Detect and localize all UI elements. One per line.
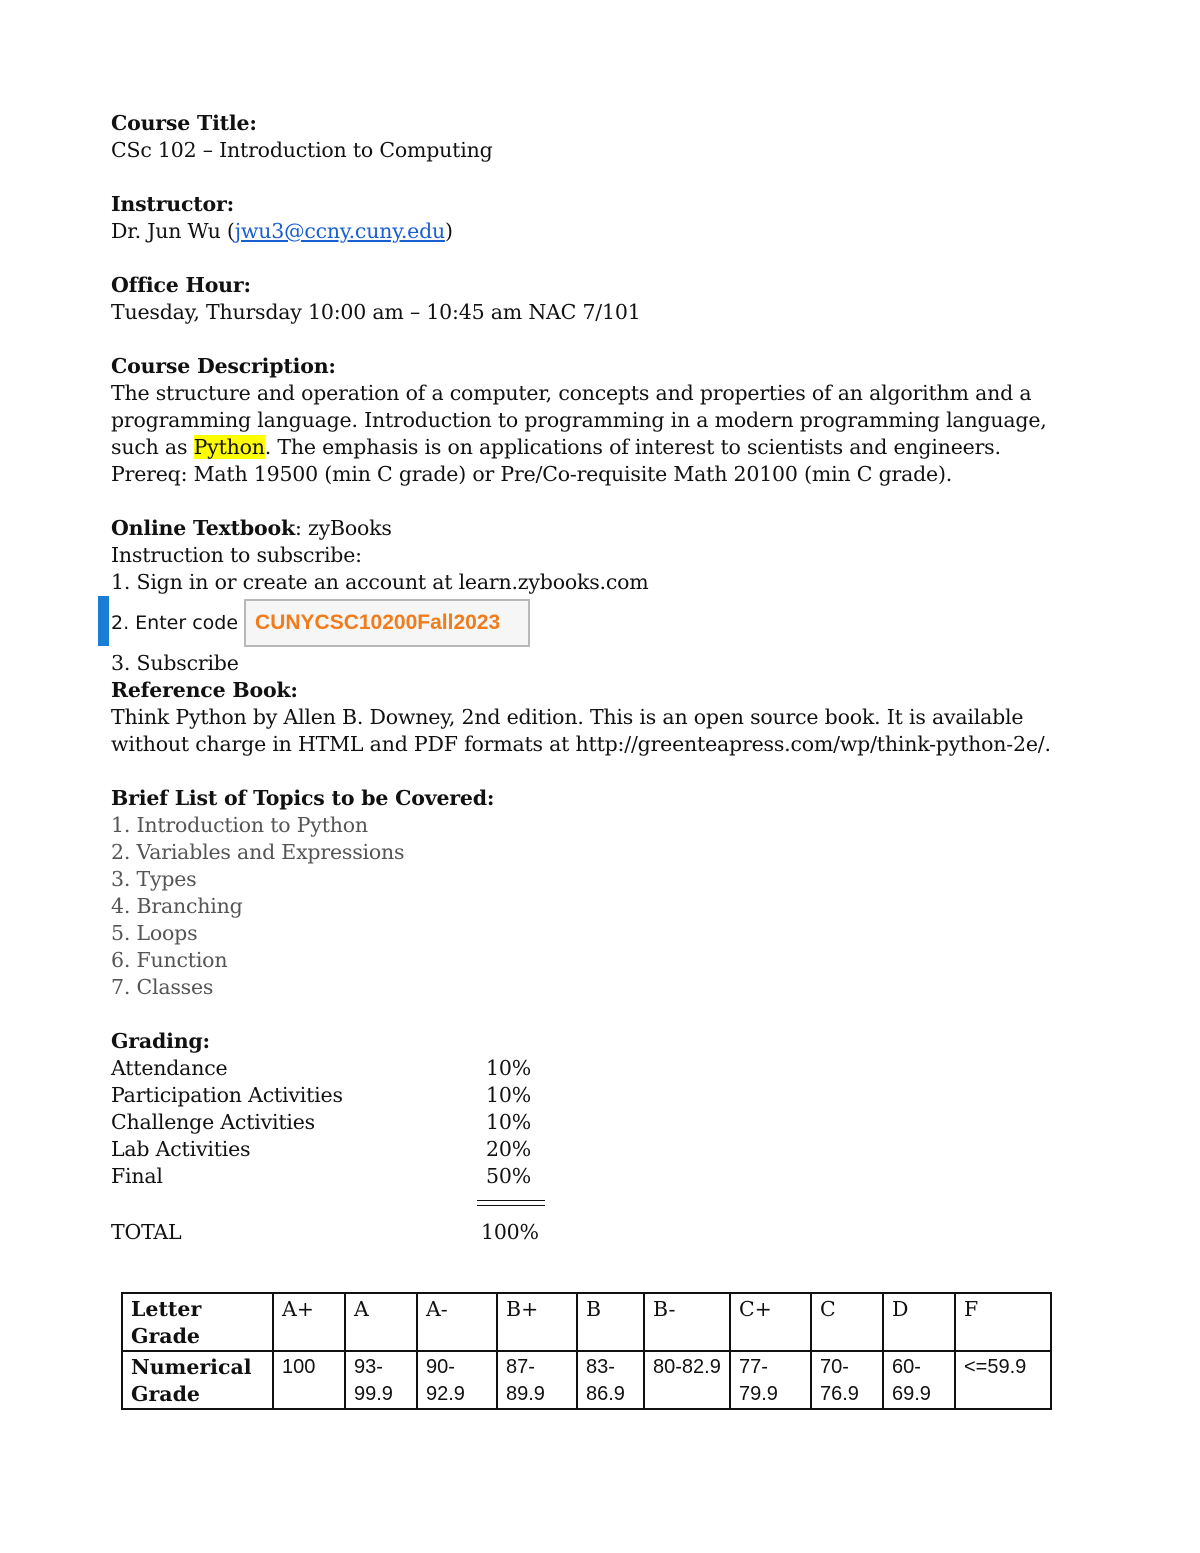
topic-item: 4. Branching — [111, 894, 243, 918]
table-cell: 93-99.9 — [345, 1351, 417, 1409]
textbook-value: : zyBooks — [294, 516, 392, 540]
grading-item — [111, 1163, 1091, 1190]
table-cell: D — [883, 1293, 955, 1351]
table-cell: 90-92.9 — [417, 1351, 497, 1409]
topic-item: 1. Introduction to Python — [111, 813, 368, 837]
enter-code-label: 2. Enter code — [111, 612, 239, 634]
subscribe-step-3: 3. Subscribe — [111, 651, 239, 675]
instructor-line — [111, 218, 1091, 245]
grading-item-name: Final — [111, 1164, 163, 1188]
office-hour-heading: Office Hour: — [111, 273, 251, 297]
table-cell: <=59.9 — [955, 1351, 1051, 1409]
table-cell: 87-89.9 — [497, 1351, 577, 1409]
table-cell: 83-86.9 — [577, 1351, 644, 1409]
python-highlight: Python — [193, 435, 265, 459]
code-marker-bar — [98, 596, 109, 646]
grading-item-value: 50% — [486, 1164, 531, 1188]
table-cell: 80-82.9 — [644, 1351, 730, 1409]
textbook-heading: Online Textbook — [111, 516, 295, 540]
access-code-box: CUNYCSC10200Fall2023 — [244, 599, 530, 647]
table-cell: B+ — [497, 1293, 577, 1351]
grading-item-name: Participation Activities — [111, 1083, 343, 1107]
course-title-value: CSc 102 – Introduction to Computing — [111, 138, 493, 162]
grading-heading: Grading: — [111, 1029, 210, 1053]
topics-list — [111, 812, 1091, 1001]
course-description-text — [111, 380, 1086, 461]
table-cell: 100 — [273, 1351, 345, 1409]
grading-item-name: Lab Activities — [111, 1137, 251, 1161]
instructor-name-suffix: ) — [445, 219, 453, 243]
table-row-letter — [122, 1293, 1051, 1351]
grading-item-value: 20% — [486, 1137, 531, 1161]
instructor-heading: Instructor: — [111, 192, 235, 216]
topic-item: 5. Loops — [111, 921, 198, 945]
total-double-rule — [477, 1200, 545, 1206]
instructor-name: Dr. Jun Wu ( — [111, 219, 235, 243]
table-cell: A — [345, 1293, 417, 1351]
table-cell: 70-76.9 — [811, 1351, 883, 1409]
grading-item — [111, 1136, 1091, 1163]
textbook-line — [111, 515, 1091, 542]
topic-item: 2. Variables and Expressions — [111, 840, 405, 864]
table-cell: F — [955, 1293, 1051, 1351]
grading-total-value: 100% — [481, 1220, 539, 1244]
grading-total — [111, 1219, 1091, 1246]
subscribe-step-1: 1. Sign in or create an account at learn.zybooks.com — [111, 570, 649, 594]
office-hour-value: Tuesday, Thursday 10:00 am – 10:45 am NAC 7/101 — [111, 300, 641, 324]
grading-item-value: 10% — [486, 1083, 531, 1107]
syllabus-page — [111, 110, 1091, 1246]
numerical-grade-header: Numerical Grade — [122, 1351, 273, 1409]
table-cell: B — [577, 1293, 644, 1351]
reference-book-text: Think Python by Allen B. Downey, 2nd edition. This is an open source book. It is available without charge in HTML and PDF formats at http://greenteapress.com/wp/think-python-2e/. — [111, 705, 1051, 756]
table-cell: A+ — [273, 1293, 345, 1351]
grade-scale-table — [121, 1292, 1052, 1410]
table-row-numeric — [122, 1351, 1051, 1409]
grading-item-name: Challenge Activities — [111, 1110, 315, 1134]
description-text-after: . The emphasis is on applications of interest to scientists and engineers. — [264, 435, 1001, 459]
grading-list — [111, 1055, 1091, 1190]
table-cell: A- — [417, 1293, 497, 1351]
table-cell: B- — [644, 1293, 730, 1351]
prereq-text: Prereq: Math 19500 (min C grade) or Pre/Co-requisite Math 20100 (min C grade). — [111, 462, 953, 486]
grading-item — [111, 1082, 1091, 1109]
grading-item — [111, 1109, 1091, 1136]
instructor-email-link[interactable]: jwu3@ccny.cuny.edu — [234, 219, 446, 243]
subscribe-step-2 — [111, 596, 1091, 650]
course-title-heading: Course Title: — [111, 111, 257, 135]
grading-item-value: 10% — [486, 1056, 531, 1080]
topic-item: 3. Types — [111, 867, 197, 891]
table-cell: C+ — [730, 1293, 811, 1351]
reference-book-heading: Reference Book: — [111, 678, 298, 702]
description-text-before: The structure and operation of a computer, concepts and properties of an algorithm and a programming language. Introduction to programming in a modern programming language, such as — [111, 381, 1047, 459]
topic-item: 6. Function — [111, 948, 228, 972]
grading-total-label: TOTAL — [111, 1220, 182, 1244]
course-description-heading: Course Description: — [111, 354, 336, 378]
topics-heading: Brief List of Topics to be Covered: — [111, 786, 495, 810]
grading-item-value: 10% — [486, 1110, 531, 1134]
table-cell: C — [811, 1293, 883, 1351]
letter-grade-header: Letter Grade — [122, 1293, 273, 1351]
grading-item-name: Attendance — [111, 1056, 228, 1080]
grading-item — [111, 1055, 1091, 1082]
topic-item: 7. Classes — [111, 975, 214, 999]
subscribe-instruction: Instruction to subscribe: — [111, 543, 362, 567]
table-cell: 77-79.9 — [730, 1351, 811, 1409]
table-cell: 60-69.9 — [883, 1351, 955, 1409]
